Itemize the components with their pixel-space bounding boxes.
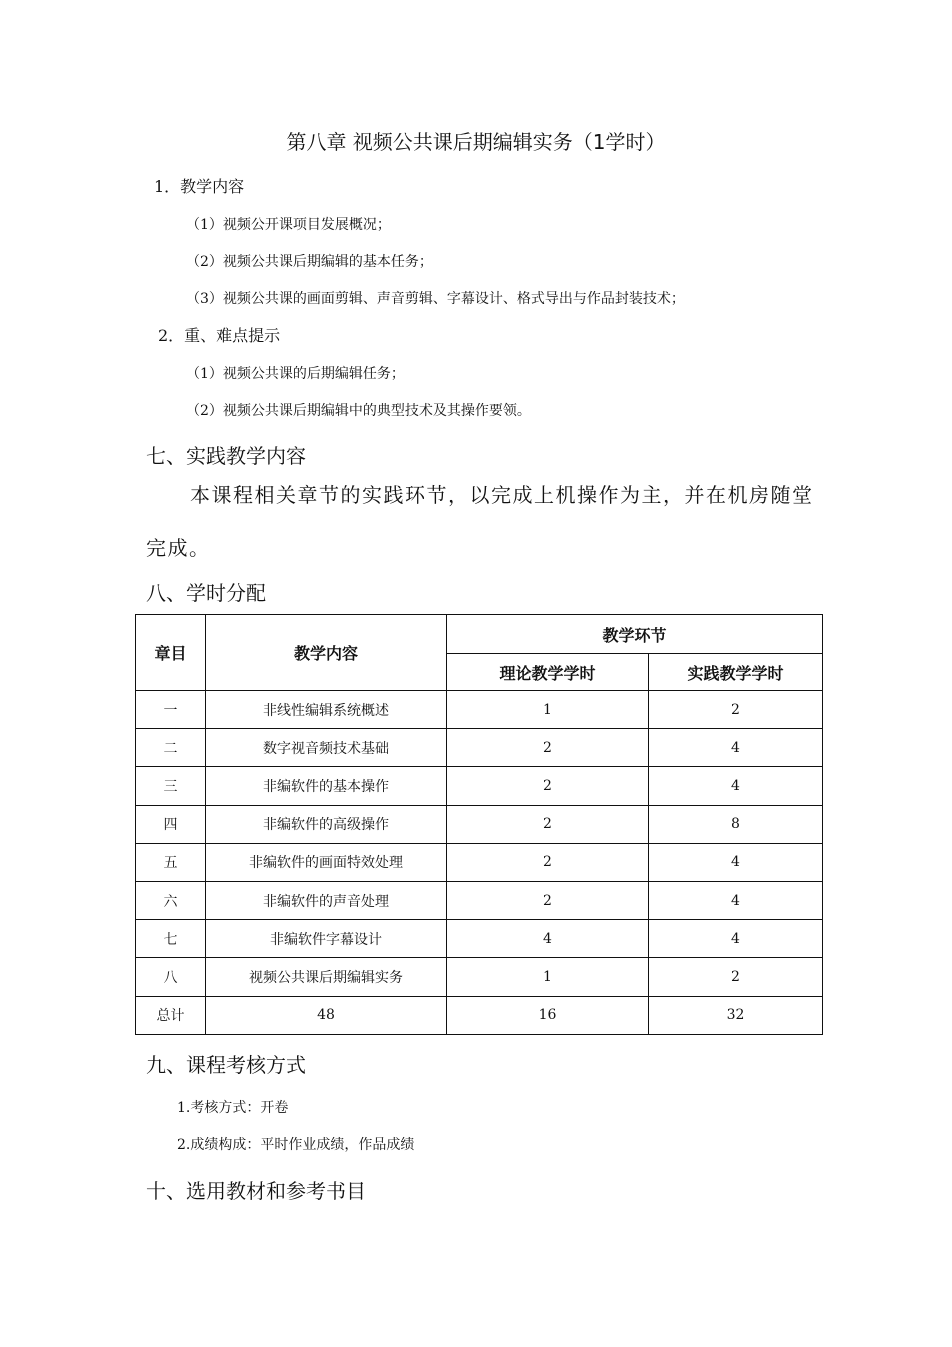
section-heading-7: 七、实践教学内容 [146, 444, 306, 468]
list-item: （3）视频公共课的画面剪辑、声音剪辑、字幕设计、格式导出与作品封装技术； [186, 291, 685, 307]
header-practice-hours: 实践教学学时 [649, 654, 823, 691]
cell-content: 非线性编辑系统概述 [206, 691, 447, 729]
cell-practice: 4 [649, 881, 823, 919]
cell-chapter: 二 [136, 729, 206, 767]
table-row [136, 920, 823, 958]
table-row [136, 881, 823, 919]
cell-practice: 4 [649, 920, 823, 958]
cell-theory: 1 [447, 958, 649, 996]
table-row-total [136, 996, 823, 1034]
cell-chapter: 六 [136, 881, 206, 919]
header-theory-hours: 理论教学学时 [447, 654, 649, 691]
cell-content: 非编软件的高级操作 [206, 805, 447, 843]
cell-content: 48 [206, 996, 447, 1034]
table-row [136, 958, 823, 996]
list-item: 1.考核方式：开卷 [177, 1100, 289, 1116]
cell-practice: 4 [649, 843, 823, 881]
cell-chapter: 五 [136, 843, 206, 881]
hours-table [135, 614, 823, 1035]
cell-practice: 8 [649, 805, 823, 843]
cell-practice: 4 [649, 729, 823, 767]
cell-theory: 2 [447, 843, 649, 881]
cell-theory: 2 [447, 881, 649, 919]
teaching-content-heading: 1．教学内容 [154, 177, 245, 196]
cell-practice: 2 [649, 958, 823, 996]
table-row [136, 729, 823, 767]
cell-theory: 2 [447, 767, 649, 805]
list-item: （1）视频公开课项目发展概况； [186, 217, 391, 233]
cell-chapter: 七 [136, 920, 206, 958]
section-heading-9: 九、课程考核方式 [146, 1053, 306, 1077]
header-content: 教学内容 [206, 615, 447, 691]
cell-theory: 16 [447, 996, 649, 1034]
cell-chapter: 总计 [136, 996, 206, 1034]
practice-paragraph [146, 469, 822, 575]
header-chapter: 章目 [136, 615, 206, 691]
cell-content: 视频公共课后期编辑实务 [206, 958, 447, 996]
cell-practice: 32 [649, 996, 823, 1034]
chapter-title: 第八章 视频公共课后期编辑实务（1学时） [286, 130, 666, 154]
table-row [136, 691, 823, 729]
practice-paragraph-text: 本课程相关章节的实践环节，以完成上机操作为主，并在机房随堂完成。 [146, 483, 814, 560]
table-row [136, 805, 823, 843]
cell-content: 非编软件的画面特效处理 [206, 843, 447, 881]
cell-content: 数字视音频技术基础 [206, 729, 447, 767]
cell-theory: 2 [447, 729, 649, 767]
table-row [136, 843, 823, 881]
list-item: （2）视频公共课后期编辑中的典型技术及其操作要领。 [186, 403, 531, 419]
header-teaching-phase: 教学环节 [447, 615, 823, 654]
cell-practice: 4 [649, 767, 823, 805]
list-item: （2）视频公共课后期编辑的基本任务； [186, 254, 433, 270]
section-heading-10: 十、选用教材和参考书目 [146, 1179, 366, 1203]
cell-theory: 4 [447, 920, 649, 958]
section-heading-8: 八、学时分配 [146, 581, 266, 605]
table-row [136, 767, 823, 805]
cell-chapter: 三 [136, 767, 206, 805]
cell-theory: 2 [447, 805, 649, 843]
cell-chapter: 四 [136, 805, 206, 843]
cell-content: 非编软件的声音处理 [206, 881, 447, 919]
cell-content: 非编软件字幕设计 [206, 920, 447, 958]
cell-content: 非编软件的基本操作 [206, 767, 447, 805]
key-points-heading: 2．重、难点提示 [158, 326, 281, 345]
cell-theory: 1 [447, 691, 649, 729]
list-item: （1）视频公共课的后期编辑任务； [186, 366, 405, 382]
list-item: 2.成绩构成：平时作业成绩，作品成绩 [177, 1137, 415, 1153]
cell-practice: 2 [649, 691, 823, 729]
cell-chapter: 一 [136, 691, 206, 729]
cell-chapter: 八 [136, 958, 206, 996]
